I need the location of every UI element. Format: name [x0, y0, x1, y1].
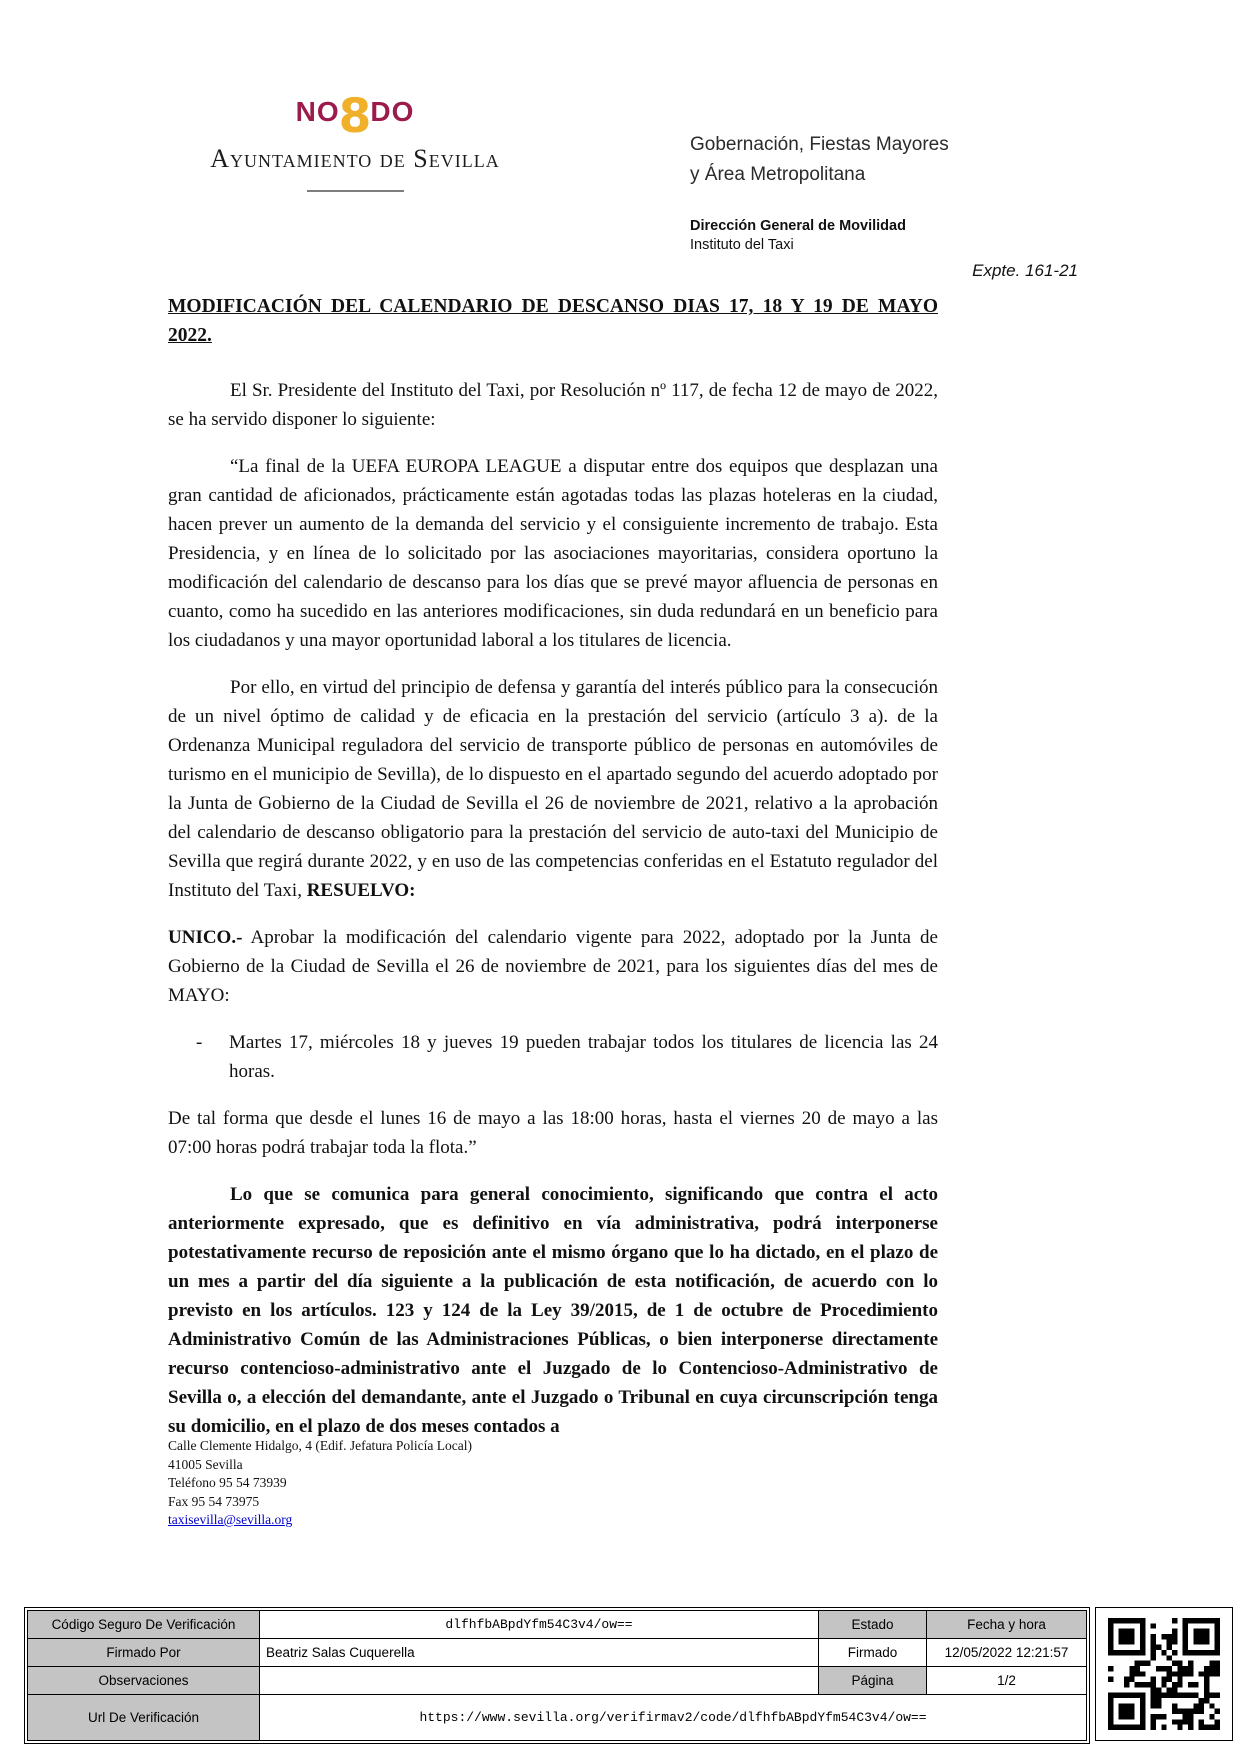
- bullet-marker: -: [196, 1032, 203, 1053]
- url-label: Url De Verificación: [28, 1695, 260, 1741]
- qr-code-image: [1108, 1618, 1220, 1730]
- porello-text: Por ello, en virtud del principio de defensa y garantía del interés público para la consecución de un nivel óptimo de calidad y de eficacia en la prestación del servicio (artículo 3 a). de la Ordenanza Municipal reguladora del servicio de transporte público de personas en automóviles de turismo en el municipio de Sevilla), de lo dispuesto en el apartado segundo del acuerdo adoptado por la Junta de Gobierno de la Ciudad de Sevilla el 26 de noviembre de 2021, relativo a la aprobación del calendario de descanso obligatorio para la prestación del servicio de auto-taxi del Municipio de Sevilla que regirá durante 2022, y en uso de las competencias conferidas en el Estatuto regulador del Instituto del Taxi,: [168, 677, 938, 901]
- title-line-1: MODIFICACIÓN DEL CALENDARIO DE DESCANSO DIAS 17, 18 Y 19 DE MAYO: [168, 296, 938, 317]
- unico-paragraph: [168, 923, 938, 1010]
- unico-text: Aprobar la modificación del calendario vigente para 2022, adoptado por la Junta de Gobierno de la Ciudad de Sevilla el 26 de noviembre de 2021, para los siguientes días del mes de MAYO:: [168, 927, 938, 1006]
- organization-name: Ayuntamiento de Sevilla: [210, 144, 500, 173]
- contact-email-link[interactable]: taxisevilla@sevilla.org: [168, 1512, 293, 1527]
- estado-value: Firmado: [819, 1639, 927, 1667]
- city-council-logo: [190, 86, 520, 192]
- url-value: https://www.sevilla.org/verifirmav2/code/dlfhfbABpdYfm54C3v4/ow==: [260, 1695, 1087, 1741]
- file-number: Expte. 161-21: [972, 261, 1078, 280]
- nosdo-left-text: NO: [295, 96, 340, 127]
- detal-paragraph: De tal forma que desde el lunes 16 de mayo a las 18:00 horas, hasta el viernes 20 de mayo a las 07:00 horas podrá trabajar toda la flota.”: [168, 1108, 938, 1158]
- intro-paragraph: El Sr. Presidente del Instituto del Taxi, por Resolución nº 117, de fecha 12 de mayo de 2022, se ha servido disponer lo siguiente:: [168, 380, 938, 430]
- contact-phone: Teléfono 95 54 73939: [168, 1475, 287, 1490]
- document-title: [168, 292, 938, 350]
- title-line-2: 2022.: [168, 325, 212, 346]
- pagina-value: 1/2: [927, 1667, 1087, 1695]
- logo-divider: [307, 190, 404, 192]
- csv-label: Código Seguro De Verificación: [28, 1611, 260, 1639]
- institute-name: Instituto del Taxi: [690, 237, 794, 253]
- firmado-por-value: Beatriz Salas Cuquerella: [260, 1639, 819, 1667]
- department-line2: y Área Metropolitana: [690, 164, 866, 185]
- bullet-item: [168, 1028, 938, 1086]
- qr-code: [1095, 1607, 1233, 1741]
- observaciones-label: Observaciones: [28, 1667, 260, 1695]
- general-direction: Dirección General de Movilidad: [690, 218, 906, 234]
- document-body: [168, 292, 938, 1441]
- header-department-block: [690, 130, 1078, 281]
- nosdo-emblem: NO 8 DO: [295, 89, 415, 144]
- contact-fax: Fax 95 54 73975: [168, 1493, 260, 1509]
- department-line1: Gobernación, Fiestas Mayores: [690, 134, 949, 155]
- fecha-header: Fecha y hora: [927, 1611, 1087, 1639]
- observaciones-value: [260, 1667, 819, 1695]
- estado-header: Estado: [819, 1611, 927, 1639]
- csv-value: dlfhfbABpdYfm54C3v4/ow==: [260, 1611, 819, 1639]
- nosdo-right-text: DO: [370, 96, 415, 127]
- contact-block: [168, 1437, 472, 1530]
- verification-table: [24, 1607, 1090, 1744]
- final-notice-paragraph: Lo que se comunica para general conocimiento, significando que contra el acto anteriormente expresado, que es definitivo en vía administrativa, podrá interponerse potestativamente recurso de reposición ante el mismo órgano que lo ha dictado, en el plazo de un mes a partir del día siguiente a la publicación de esta notificación, de acuerdo con lo previsto en los artículos. 123 y 124 de la Ley 39/2015, de 1 de octubre de Procedimiento Administrativo Común de las Administraciones Públicas, o bien interponerse directamente recurso contencioso-administrativo ante el Juzgado de lo Contencioso-Administrativo de Sevilla o, a elección del demandante, ante el Juzgado o Tribunal en cuya circunscripción tenga su domicilio, en el plazo de dos meses contados a: [168, 1184, 938, 1437]
- bullet-text: Martes 17, miércoles 18 y jueves 19 pueden trabajar todos los titulares de licencia las 24 horas.: [229, 1032, 938, 1082]
- porello-paragraph: [168, 673, 938, 905]
- unico-keyword: UNICO.-: [168, 927, 243, 948]
- contact-address: Calle Clemente Hidalgo, 4 (Edif. Jefatura Policía Local): [168, 1438, 473, 1453]
- fecha-value: 12/05/2022 12:21:57: [927, 1639, 1087, 1667]
- pagina-label: Página: [819, 1667, 927, 1695]
- quote-paragraph: “La final de la UEFA EUROPA LEAGUE a disputar entre dos equipos que desplazan una gran cantidad de aficionados, prácticamente están agotadas todas las plazas hoteleras en la ciudad, hacen prever un aumento de la demanda del servicio y el consiguiente incremento de trabajo. Esta Presidencia, y en línea de lo solicitado por las asociaciones mayoritarias, considera oportuno la modificación del calendario de descanso para los días que se prevé mayor afluencia de personas en cuanto, como ha sucedido en las anteriores modificaciones, sin duda redundará en un beneficio para los ciudadanos y una mayor oportunidad laboral a los titulares de licencia.: [168, 456, 938, 651]
- contact-postal-city: 41005 Sevilla: [168, 1456, 243, 1472]
- resuelvo-keyword: RESUELVO:: [306, 880, 416, 901]
- firmado-por-label: Firmado Por: [28, 1639, 260, 1667]
